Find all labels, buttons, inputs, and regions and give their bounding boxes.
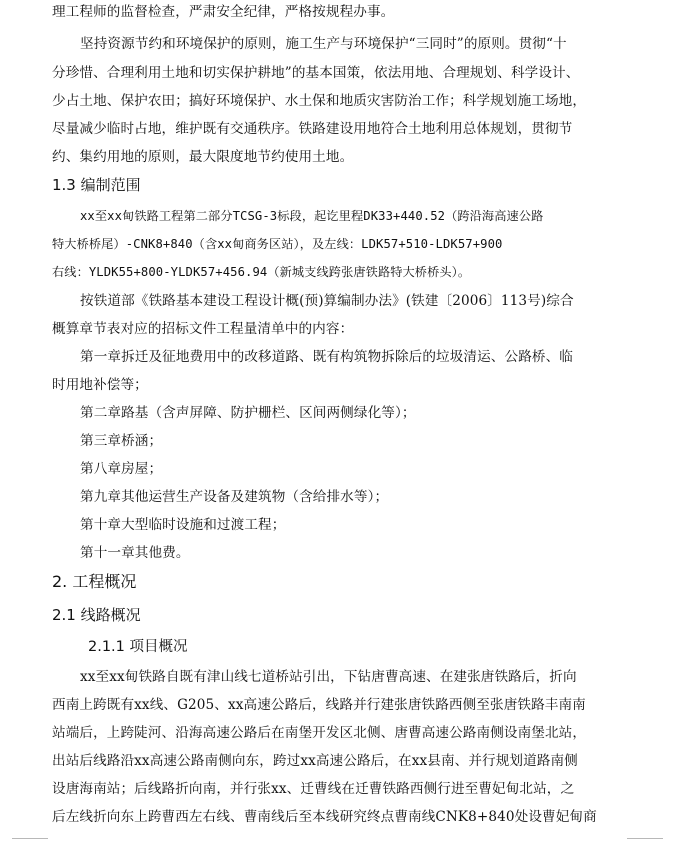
section-heading-2-1-1: 2.1.1 项目概况 (88, 639, 188, 655)
section-heading-2: 2. 工程概况 (52, 572, 137, 591)
paragraph-line: 概算章节表对应的招标文件工程量清单中的内容： (52, 321, 354, 337)
list-item: 第二章路基（含声屏障、防护栅栏、区间两侧绿化等）； (80, 405, 416, 421)
paragraph-line: xx至xx甸铁路工程第二部分TCSG-3标段，起讫里程DK33+440.52（跨沿海高速公路 (80, 209, 544, 223)
paragraph-line: 右线：YLDK55+800-YLDK57+456.94（新城支线跨张唐铁路特大桥桥头）。 (52, 265, 471, 279)
list-item: 第十章大型临时设施和过渡工程； (80, 517, 286, 533)
list-item: 第九章其他运营生产设备及建筑物（含给排水等）； (80, 489, 389, 505)
list-item: 第八章房屋； (80, 461, 163, 477)
paragraph-line: 坚持资源节约和环境保护的原则，施工生产与环境保护“三同时”的原则。贯彻“十 (80, 36, 567, 52)
corner-mark-bottom-right (627, 838, 663, 839)
paragraph-line: 设唐海南站；后线路折向南，并行张xx、迁曹线在迁曹铁路西侧行进至曹妃甸北站，之 (52, 781, 575, 797)
paragraph-line: 分珍惜、合理利用土地和切实保护耕地”的基本国策，依法用地、合理规划、科学设计、 (52, 65, 580, 81)
section-heading-2-1: 2.1 线路概况 (52, 606, 141, 624)
paragraph-line: 特大桥桥尾）-CNK8+840（含xx甸商务区站），及左线：LDK57+510-LDK57+900 (52, 237, 503, 251)
paragraph-line: 西南上跨既有xx线、G205、xx高速公路后，线路并行建张唐铁路西侧至张唐铁路丰南南 (52, 697, 586, 713)
paragraph-line: 约、集约用地的原则，最大限度地节约使用土地。 (52, 149, 354, 165)
list-item: 第十一章其他费。 (80, 545, 190, 561)
paragraph-line: 后左线折向东上跨曹西左右线、曹南线后至本线研究终点曹南线CNK8+840处设曹妃甸商 (52, 809, 597, 825)
paragraph-line: xx至xx甸铁路自既有津山线七道桥站引出，下钻唐曹高速、在建张唐铁路后，折向 (80, 669, 577, 685)
paragraph-line: 出站后线路沿xx高速公路南侧向东，跨过xx高速公路后，在xx县南、并行规划道路南侧 (52, 753, 578, 769)
paragraph-line: 按铁道部《铁路基本建设工程设计概(预)算编制办法》(铁建〔2006〕113号)综合 (80, 293, 574, 309)
list-item: 第一章拆迁及征地费用中的改移道路、既有构筑物拆除后的垃圾清运、公路桥、临 (80, 349, 573, 365)
list-item: 时用地补偿等； (52, 377, 148, 393)
paragraph-line: 站端后，上跨陡河、沿海高速公路后在南堡开发区北侧、唐曹高速公路南侧设南堡北站， (52, 725, 587, 741)
section-heading-1-3: 1.3 编制范围 (52, 176, 141, 194)
corner-mark-bottom-left (12, 838, 48, 839)
paragraph-line: 理工程师的监督检查，严肃安全纪律，严格按规程办事。 (52, 4, 395, 20)
paragraph-line: 尽量减少临时占地，维护既有交通秩序。铁路建设用地符合土地利用总体规划，贯彻节 (52, 121, 573, 137)
list-item: 第三章桥涵； (80, 433, 163, 449)
paragraph-line: 少占土地、保护农田；搞好环境保护、水土保和地质灾害防治工作；科学规划施工场地， (52, 93, 587, 109)
